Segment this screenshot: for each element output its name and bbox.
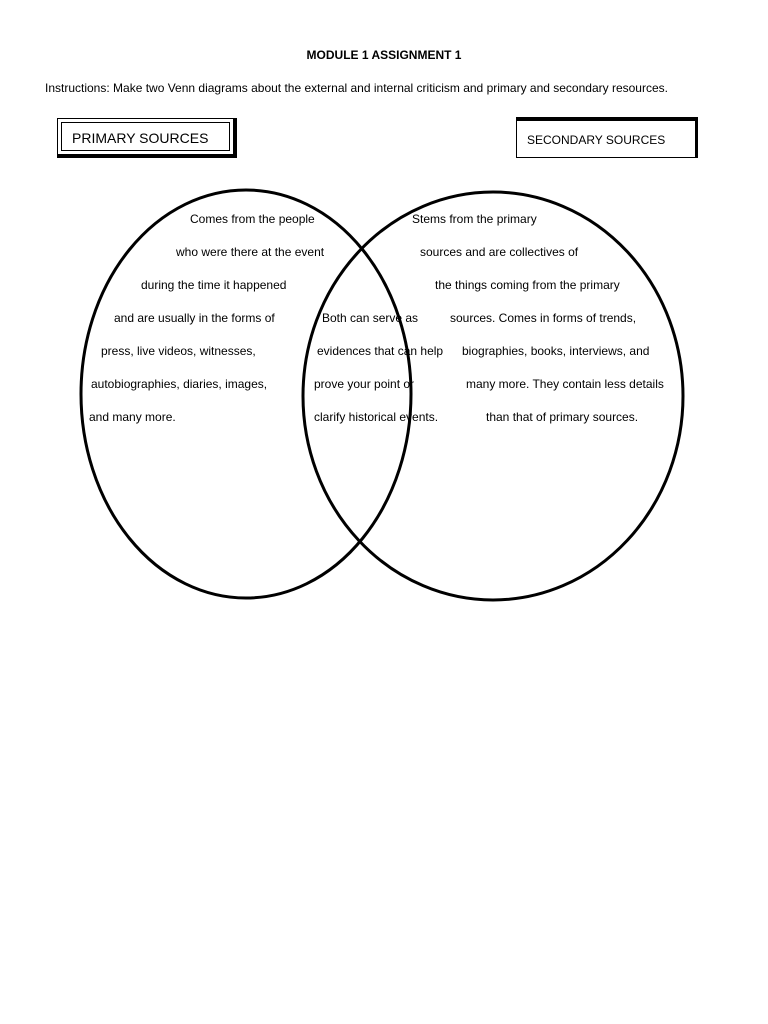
overlap-text-line: clarify historical events. bbox=[314, 410, 439, 424]
right-text-line: Stems from the primary bbox=[412, 212, 537, 226]
overlap-text-line: prove your point or bbox=[314, 377, 415, 391]
overlap-text-line: evidences that can help bbox=[317, 344, 444, 358]
primary-sources-label: PRIMARY SOURCES bbox=[72, 130, 209, 146]
left-text-line: autobiographies, diaries, images, bbox=[91, 377, 268, 391]
secondary-sources-label: SECONDARY SOURCES bbox=[527, 133, 666, 147]
right-text-line: sources. Comes in forms of trends, bbox=[450, 311, 637, 325]
right-text-line: biographies, books, interviews, and bbox=[462, 344, 650, 358]
right-text-line: sources and are collectives of bbox=[420, 245, 579, 259]
left-text-line: during the time it happened bbox=[141, 278, 287, 292]
left-text-line: press, live videos, witnesses, bbox=[101, 344, 256, 358]
page-title: MODULE 1 ASSIGNMENT 1 bbox=[306, 48, 462, 62]
instructions-text: Instructions: Make two Venn diagrams about the external and internal criticism and primary and secondary resources. bbox=[45, 81, 668, 95]
left-text-line: Comes from the people bbox=[190, 212, 315, 226]
overlap-text-line: Both can serve as bbox=[322, 311, 419, 325]
left-text-line: who were there at the event bbox=[176, 245, 325, 259]
right-text-line: the things coming from the primary bbox=[435, 278, 620, 292]
right-text-line: than that of primary sources. bbox=[486, 410, 639, 424]
right-text-line: many more. They contain less details bbox=[466, 377, 664, 391]
left-text-line: and are usually in the forms of bbox=[114, 311, 275, 325]
left-text-line: and many more. bbox=[89, 410, 176, 424]
